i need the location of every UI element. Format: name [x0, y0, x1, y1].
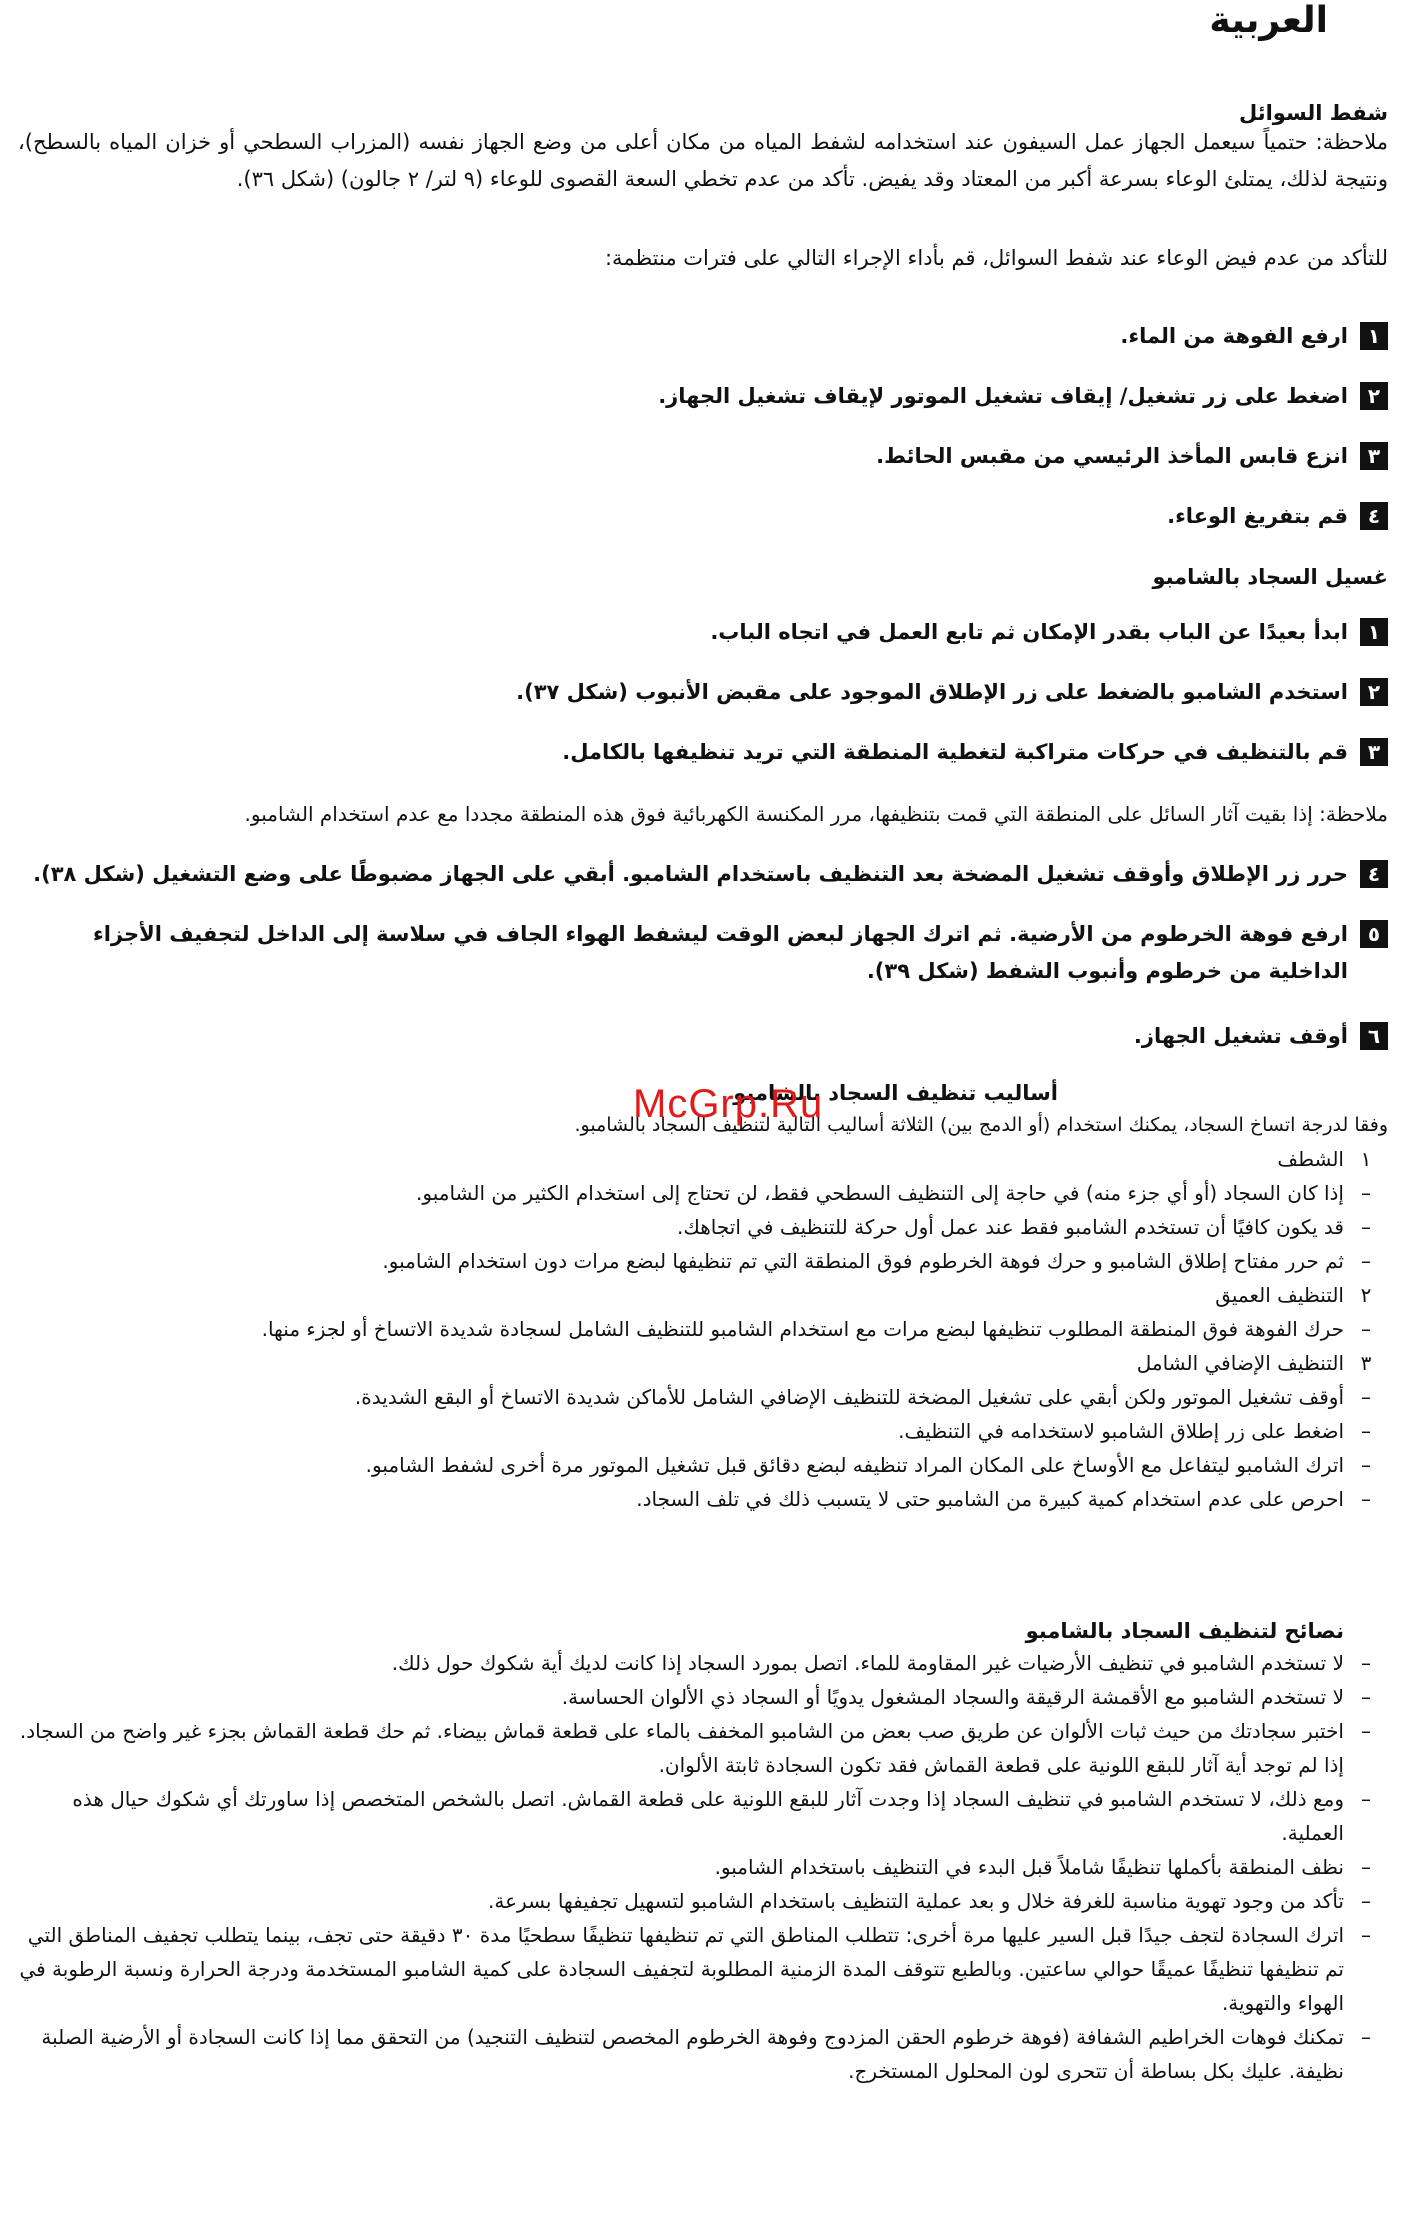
tips-section: [18, 1616, 1388, 2088]
step-text: ابدأ بعيدًا عن الباب بقدر الإمكان ثم تابع العمل في اتجاه الباب.: [710, 620, 1348, 644]
step-number: ٣: [1360, 738, 1388, 766]
shampoo-step-5: [18, 916, 1388, 990]
shampoo-note: [18, 796, 1388, 833]
list-item: اترك السجادة لتجف جيدًا قبل السير عليها مرة أخرى: تتطلب المناطق التي تم تنظيفها تنظيفًا سطحيًا مدة ٣٠ دقيقة حتى تجف، بينما يتطلب تجفيف المناطق التي تم تنظيفها تنظيفًا عميقًا حوالي ساعتين. وبالطبع تتوقف المدة الزمنية المطلوبة لتجفيف السجادة على كمية الشامبو المستخدمة ودرجة الحرارة ونسبة الرطوبة في الهواء والتهوية.: [19, 1923, 1344, 2015]
list-marker: –: [1361, 1889, 1371, 1913]
shampoo-step-6: [18, 1018, 1388, 1055]
step-text: أوقف تشغيل الجهاز.: [1133, 1024, 1348, 1048]
list-item: اضغط على زر إطلاق الشامبو لاستخدامه في التنظيف.: [898, 1419, 1344, 1443]
step-number: ٦: [1360, 1022, 1388, 1050]
shampoo-section: [18, 562, 1388, 592]
liquid-step-1: [18, 318, 1388, 355]
list-marker: –: [1361, 1719, 1371, 1743]
list-item: تمكنك فوهات الخراطيم الشفافة (فوهة خرطوم الحقن المزدوج وفوهة الخرطوم المخصص لتنظيف التنجيد) من التحقق مما إذا كانت السجادة أو الأرضية الصلبة نظيفة. عليك بكل بساطة أن تتحرى لون المحلول المستخرج.: [41, 2025, 1344, 2083]
list-item: اختبر سجادتك من حيث ثبات الألوان عن طريق صب بعض من الشامبو المخفف بالماء على قطعة قماش بيضاء. ثم حك قطعة القماش بجزء غير واضح من السجاد. إذا لم توجد أية آثار للبقع اللونية على قطعة القماش فقد تكون السجادة ثابتة الألوان.: [19, 1719, 1344, 1777]
step-text: استخدم الشامبو بالضغط على زر الإطلاق الموجود على مقبض الأنبوب (شكل ٣٧).: [516, 680, 1348, 704]
list-marker: –: [1361, 2025, 1371, 2049]
list-marker: –: [1361, 1317, 1371, 1341]
list-item: اترك الشامبو ليتفاعل مع الأوساخ على المكان المراد تنظيفه لبضع دقائق قبل تشغيل الموتور مرة أخرى لشفط الشامبو.: [365, 1453, 1344, 1477]
step-number: ٤: [1360, 860, 1388, 888]
step-text: انزع قابس المأخذ الرئيسي من مقبس الحائط.: [876, 444, 1348, 468]
shampoo-step-3: [18, 734, 1388, 771]
list-marker: –: [1361, 1855, 1371, 1879]
list-item: حرك الفوهة فوق المنطقة المطلوب تنظيفها لبضع مرات مع استخدام الشامبو للتنظيف الشامل لسجادة شديدة الاتساخ أو لجزء منها.: [261, 1317, 1344, 1341]
step-text: ارفع فوهة الخرطوم من الأرضية. ثم اترك الجهاز لبعض الوقت ليشفط الهواء الجاف في سلاسة إلى الداخل لتجفيف الأجزاء الداخلية من خرطوم وأنبوب الشفط (شكل ٣٩).: [92, 922, 1348, 983]
intro-paragraph: للتأكد من عدم فيض الوعاء عند شفط السوائل، قم بأداء الإجراء التالي على فترات منتظمة:: [604, 246, 1388, 270]
step-text: حرر زر الإطلاق وأوقف تشغيل المضخة بعد التنظيف باستخدام الشامبو. أبقي على الجهاز مضبوطًا على وضع التشغيل (شكل ٣٨).: [33, 862, 1348, 886]
document-page: [18, 0, 1398, 2223]
step-number: ١: [1360, 322, 1388, 350]
step-number: ٢: [1360, 382, 1388, 410]
list-marker: –: [1361, 1181, 1371, 1205]
list-item: إذا كان السجاد (أو أي جزء منه) في حاجة إلى التنظيف السطحي فقط، لن تحتاج إلى استخدام الكثير من الشامبو.: [416, 1181, 1344, 1205]
section-heading: أساليب تنظيف السجاد بالشامبو: [733, 1081, 1058, 1105]
step-number: ١: [1360, 618, 1388, 646]
list-item: تأكد من وجود تهوية مناسبة للغرفة خلال و بعد عملية التنظيف باستخدام الشامبو لتسهيل تجفيفها بسرعة.: [488, 1889, 1344, 1913]
list-item: قد يكون كافيًا أن تستخدم الشامبو فقط عند عمل أول حركة للتنظيف في اتجاهك.: [677, 1215, 1344, 1239]
liquid-step-4: [18, 498, 1388, 535]
list-item: ثم حرر مفتاح إطلاق الشامبو و حرك فوهة الخرطوم فوق المنطقة التي تم تنظيفها لبضع مرات دون استخدام الشامبو.: [382, 1249, 1344, 1273]
list-marker: –: [1361, 1923, 1371, 1947]
list-marker: –: [1361, 1787, 1371, 1811]
shampoo-step-2: [18, 674, 1388, 711]
list-item: لا تستخدم الشامبو مع الأقمشة الرقيقة والسجاد المشغول يدويًا أو السجاد ذي الألوان الحساسة.: [561, 1685, 1344, 1709]
list-marker: ٣: [1360, 1351, 1372, 1375]
list-marker: –: [1361, 1651, 1371, 1675]
step-number: ٥: [1360, 920, 1388, 948]
list-marker: ١: [1360, 1147, 1372, 1171]
list-marker: –: [1361, 1249, 1371, 1273]
list-item: التنظيف العميق: [1215, 1283, 1344, 1307]
section-heading: نصائح لتنظيف السجاد بالشامبو: [1025, 1619, 1344, 1643]
methods-intro: وفقا لدرجة اتساخ السجاد، يمكنك استخدام (أو الدمج بين) الثلاثة أساليب التالية لتنظيف السجاد بالشامبو.: [574, 1114, 1388, 1136]
note-paragraph: ملاحظة: إذا بقيت آثار السائل على المنطقة التي قمت بتنظيفها، مرر المكنسة الكهربائية فوق هذه المنطقة مجددا مع عدم استخدام الشامبو.: [244, 802, 1388, 826]
list-marker: –: [1361, 1215, 1371, 1239]
list-marker: –: [1361, 1419, 1371, 1443]
step-text: اضغط على زر تشغيل/ إيقاف تشغيل الموتور لإيقاف تشغيل الجهاز.: [658, 384, 1348, 408]
section-heading: شفط السوائل: [1238, 101, 1388, 125]
methods-section: [18, 1078, 1388, 1516]
page-title: العربية: [1209, 0, 1328, 41]
step-text: قم بالتنظيف في حركات متراكبة لتغطية المنطقة التي تريد تنظيفها بالكامل.: [562, 740, 1348, 764]
list-marker: ٢: [1360, 1283, 1372, 1307]
step-text: ارفع الفوهة من الماء.: [1120, 324, 1348, 348]
step-text: قم بتفريغ الوعاء.: [1167, 504, 1348, 528]
list-marker: –: [1361, 1487, 1371, 1511]
watermark-logo: McGrp.Ru: [633, 1082, 824, 1126]
liquid-intro: [18, 240, 1388, 277]
list-item: احرص على عدم استخدام كمية كبيرة من الشامبو حتى لا يتسبب ذلك في تلف السجاد.: [636, 1487, 1344, 1511]
list-marker: –: [1361, 1685, 1371, 1709]
liquid-note: [18, 124, 1388, 198]
shampoo-step-1: [18, 614, 1388, 651]
step-number: ٣: [1360, 442, 1388, 470]
list-marker: –: [1361, 1453, 1371, 1477]
list-item: التنظيف الإضافي الشامل: [1136, 1351, 1344, 1375]
section-heading: غسيل السجاد بالشامبو: [1152, 565, 1388, 589]
list-item: لا تستخدم الشامبو في تنظيف الأرضيات غير المقاومة للماء. اتصل بمورد السجاد إذا كانت لديك أية شكوك حول ذلك.: [391, 1651, 1344, 1675]
shampoo-step-4: [18, 856, 1388, 893]
list-item: الشطف: [1277, 1147, 1344, 1171]
liquid-step-2: [18, 378, 1388, 415]
list-item: ومع ذلك، لا تستخدم الشامبو في تنظيف السجاد إذا وجدت آثار للبقع اللونية على قطعة القماش. اتصل بالشخص المتخصص إذا ساورتك أي شكوك حيال هذه العملية.: [72, 1787, 1344, 1845]
list-item: نظف المنطقة بأكملها تنظيفًا شاملاً قبل البدء في التنظيف باستخدام الشامبو.: [714, 1855, 1344, 1879]
list-marker: –: [1361, 1385, 1371, 1409]
step-number: ٤: [1360, 502, 1388, 530]
step-number: ٢: [1360, 678, 1388, 706]
liquid-step-3: [18, 438, 1388, 475]
list-item: أوقف تشغيل الموتور ولكن أبقي على تشغيل المضخة للتنظيف الإضافي الشامل للأماكن شديدة الاتساخ أو البقع الشديدة.: [354, 1385, 1344, 1409]
note-paragraph: ملاحظة: حتمياً سيعمل الجهاز عمل السيفون عند استخدامه لشفط المياه من مكان أعلى من وضع الجهاز نفسه (المزراب السطحي أو خزان المياه بالسطح)، ونتيجة لذلك، يمتلئ الوعاء بسرعة أكبر من المعتاد وقد يفيض. تأكد من عدم تخطي السعة القصوى للوعاء (٩ لتر/ ٢ جالون) (شكل ٣٦).: [18, 130, 1388, 191]
